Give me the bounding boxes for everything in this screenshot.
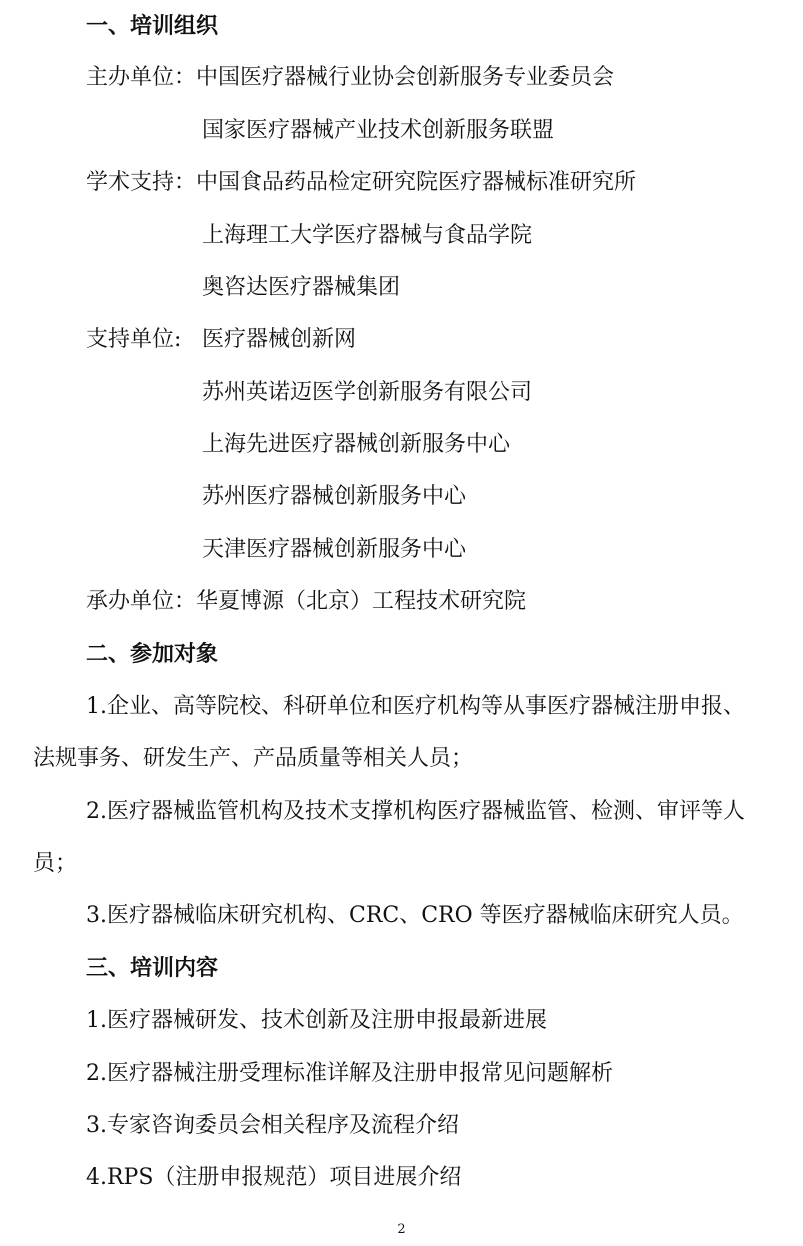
audience-1-line-2: 法规事务、研发生产、产品质量等相关人员； <box>33 746 474 771</box>
audience-1-line-1: 1.企业、高等院校、科研单位和医疗机构等从事医疗器械注册申报、 <box>86 694 745 719</box>
support-1: 医疗器械创新网 <box>202 327 357 352</box>
support-label: 支持单位: <box>86 327 182 352</box>
support-row <box>0 325 803 355</box>
support-2: 苏州英诺迈医学创新服务有限公司 <box>202 380 533 405</box>
section-2-heading: 二、参加对象 <box>86 642 219 667</box>
host-1: 中国医疗器械行业协会创新服务专业委员会 <box>196 65 615 90</box>
section-1-heading: 一、培训组织 <box>86 14 219 39</box>
audience-3: 3.医疗器械临床研究机构、CRC、CRO 等医疗器械临床研究人员。 <box>86 903 744 928</box>
content-item-2: 2.医疗器械注册受理标准详解及注册申报常见问题解析 <box>86 1061 613 1086</box>
support-4: 苏州医疗器械创新服务中心 <box>202 484 467 509</box>
support-3: 上海先进医疗器械创新服务中心 <box>202 432 511 457</box>
content-item-4: 4.RPS（注册申报规范）项目进展介绍 <box>86 1165 462 1190</box>
academic-1: 中国食品药品检定研究院医疗器械标准研究所 <box>196 170 637 195</box>
audience-2-line-2: 员； <box>33 851 78 876</box>
page-number: 2 <box>397 1222 406 1237</box>
organizer-label: 承办单位： <box>86 589 197 614</box>
content-item-3: 3.专家咨询委员会相关程序及流程介绍 <box>86 1113 459 1138</box>
section-3-heading: 三、培训内容 <box>86 956 219 981</box>
academic-row <box>0 168 803 198</box>
audience-2-line-1: 2.医疗器械监管机构及技术支撑机构医疗器械监管、检测、审评等人 <box>86 799 745 824</box>
organizer-value: 华夏博源（北京）工程技术研究院 <box>196 589 527 614</box>
host-label: 主办单位： <box>86 65 197 90</box>
support-5: 天津医疗器械创新服务中心 <box>202 537 467 562</box>
content-item-1: 1.医疗器械研发、技术创新及注册申报最新进展 <box>86 1008 547 1033</box>
host-2: 国家医疗器械产业技术创新服务联盟 <box>202 118 555 143</box>
academic-2: 上海理工大学医疗器械与食品学院 <box>202 223 533 248</box>
academic-label: 学术支持： <box>86 170 197 195</box>
academic-3: 奥咨达医疗器械集团 <box>202 275 401 300</box>
host-row <box>0 63 803 93</box>
organizer-row <box>0 587 803 617</box>
